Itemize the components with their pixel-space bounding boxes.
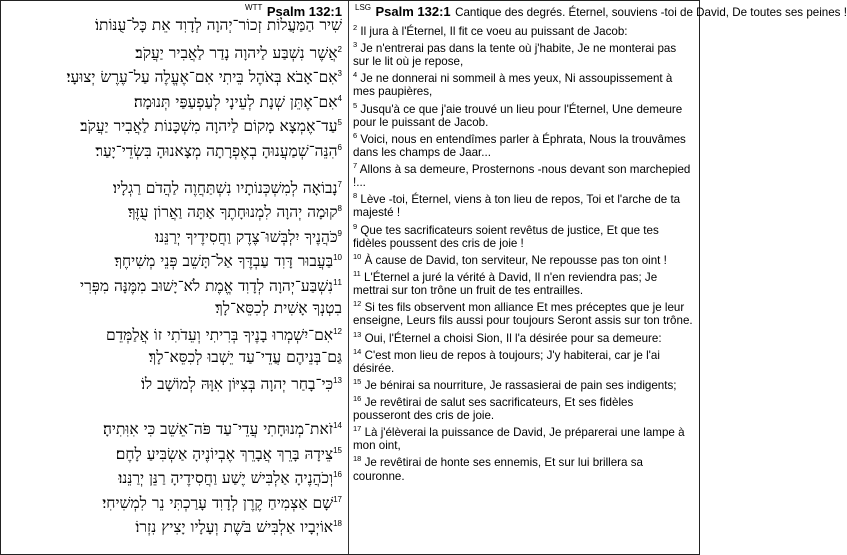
verse-number: 4 (353, 70, 358, 80)
hebrew-text-span: אִם־אֶתֵּן שְׁנָת לְעֵינָי לְעַפְעַפַּי תְּנוּמָה׃ (133, 92, 338, 111)
french-verse (353, 129, 693, 159)
hebrew-line (6, 296, 342, 321)
hebrew-line (6, 136, 342, 161)
verse-number: 6 (353, 130, 358, 140)
hebrew-text-span: אִם־אָבֹא בְּאֹהֶל בֵּיתִי אִם־אֶעֱלֶה עַל־עֶרֶשׂ יְצוּעָי׃ (66, 68, 338, 87)
verse-number: 3 (353, 40, 358, 50)
verse-number: 5 (337, 118, 342, 128)
hebrew-text-span: עַד־אֶמְצָא מָקוֹם לַיהוָה מִשְׁכָּנוֹת לַאֲבִיר יַעֲקֹב׃ (80, 117, 338, 136)
french-verse-text: L'Éternel a juré la vérité à David, Il n'en reviendra pas; Je mettrai sur ton trône un fruit de tes entrailles. (353, 270, 658, 298)
french-verse (353, 189, 693, 219)
french-verse-text: Si tes fils observent mon alliance Et mes préceptes que je leur enseigne, Leurs fils aussi pour toujours Seront assis sur ton trône. (353, 301, 693, 328)
french-verse (353, 38, 693, 68)
hebrew-text-span: אוֹיְבָיו אַלְבִּישׁ בֹּשֶׁת וְעָלָיו יָצִיץ נִזְרוֹ׃ (135, 518, 334, 537)
french-verse-text: Oui, l'Éternel a choisi Sion, Il l'a désirée pour sa demeure: (364, 331, 662, 345)
french-verse-1: Cantique des degrés. Éternel, souviens -toi de David, De toutes ses peines ! (455, 6, 847, 19)
french-verse (353, 21, 693, 38)
french-verse-text: Je ne donnerai ni sommeil à mes yeux, Ni assoupissement à mes paupières, (353, 72, 673, 99)
verse-number: 16 (353, 393, 362, 403)
french-verse-text: À cause de David, ton serviteur, Ne repousse pas ton oint ! (364, 253, 667, 267)
verse-number: 4 (337, 93, 342, 103)
verse-number: 15 (333, 445, 342, 455)
french-verse-text: Voici, nous en entendîmes parler à Éphrata, Nous la trouvâmes dans les champs de Jaar... (353, 132, 686, 159)
verse-number: 15 (353, 376, 362, 386)
verse-number: 5 (353, 100, 358, 110)
verse-number: 13 (353, 329, 362, 339)
verse-number: 17 (353, 424, 362, 434)
hebrew-line (6, 62, 342, 87)
verse-number: 13 (333, 376, 342, 386)
verse-number: 12 (333, 327, 342, 337)
french-verse-text: Allons à sa demeure, Prosternons -nous devant son marchepied !... (353, 162, 691, 190)
verse-number: 9 (337, 228, 342, 238)
french-verse (353, 375, 693, 392)
french-verse (353, 345, 693, 375)
hebrew-line (6, 512, 342, 537)
hebrew-text-span: וְכֹהֲנֶיהָ אַלְבִּישׁ יֶשַׁע וַחֲסִידֶיהָ רַנֵּן יְרַנֵּנוּ׃ (118, 469, 334, 488)
french-verse-text: Je revêtirai de salut ses sacrificateurs, Et ses fidèles pousseront des cris de joie. (353, 395, 634, 422)
french-verse (353, 68, 693, 98)
french-verse (353, 452, 693, 482)
verse-number: 7 (337, 179, 342, 189)
hebrew-line (6, 13, 342, 38)
hebrew-line (6, 369, 342, 394)
hebrew-text-span: בִטְנְךָ אָשִׁית לְכִסֵּא־לָךְ׃ (215, 298, 342, 317)
hebrew-line (6, 414, 342, 439)
hebrew-line (6, 345, 342, 370)
hebrew-text-span: שָׁם אַצְמִיחַ קֶרֶן לְדָוִד עָרַכְתִּי נֵר לִמְשִׁיחִי׃ (102, 493, 334, 512)
verse-number: 18 (333, 519, 342, 529)
verse-number: 8 (353, 191, 358, 201)
french-verse (353, 328, 693, 345)
french-verse (353, 392, 693, 422)
french-reference: Psalm 132:1 (375, 4, 451, 19)
french-verse (353, 297, 693, 327)
hebrew-text-span: קוּמָה יְהוָה לִמְנוּחָתֶךָ אַתָּה וַאֲרוֹן עֻזֶּךָ׃ (127, 203, 338, 222)
hebrew-line (6, 222, 342, 247)
hebrew-text-span: זֹאת־מְנוּחָתִי עֲדֵי־עַד פֹּה־אֵשֵׁב כִּי אִוִּתִיהָ׃ (102, 420, 334, 439)
verse-number: 3 (337, 69, 342, 79)
french-verse (353, 99, 693, 129)
hebrew-text (6, 13, 342, 537)
hebrew-text-span: אֲשֶׁר נִשְׁבַּע לַיהוָה נָדַר לַאֲבִיר יַעֲקֹב׃ (135, 43, 338, 62)
hebrew-reference: Psalm 132:1 (266, 4, 342, 19)
french-verse-text: Là j'élèverai la puissance de David, Je préparerai une lampe à mon oint, (353, 426, 685, 453)
verse-number: 17 (333, 494, 342, 504)
hebrew-line (6, 197, 342, 222)
verse-number: 8 (337, 204, 342, 214)
hebrew-version-tag: WTT (245, 3, 263, 12)
french-version-tag: LSG (355, 3, 372, 12)
french-verse-text: Jusqu'à ce que j'aie trouvé un lieu pour l'Éternel, Une demeure pour le puissant de Jacob. (353, 102, 683, 129)
french-header (355, 3, 847, 21)
hebrew-text-span: נָבוֹאָה לְמִשְׁכְּנוֹתָיו נִשְׁתַּחֲוֶה לַהֲדֹם רַגְלָיו׃ (112, 178, 338, 197)
hebrew-column (1, 1, 349, 554)
french-verse-text: Lève -toi, Éternel, viens à ton lieu de repos, Toi et l'arche de ta majesté ! (353, 193, 681, 220)
hebrew-text-span: שִׁיר הַמַּעֲלוֹת זְכוֹר־יְהוָה לְדָוִד אֵת כָּל־עֻנּוֹתוֹ׃ (95, 16, 342, 34)
hebrew-line (6, 320, 342, 345)
verse-number: 16 (333, 470, 342, 480)
verse-number: 2 (337, 44, 342, 54)
hebrew-line (6, 439, 342, 464)
hebrew-line (6, 246, 342, 271)
french-verse (353, 250, 693, 267)
verse-number: 7 (353, 161, 358, 171)
verse-number: 10 (333, 253, 342, 263)
hebrew-text-span: הִנֵּה־שְׁמַעֲנוּהָ בְאֶפְרָתָה מְצָאנוּהָ בִּשְׂדֵי־יָעַר׃ (95, 142, 338, 161)
french-verse (353, 422, 693, 452)
hebrew-text-span: נִשְׁבַּע־יְהוָה לְדָוִד אֱמֶת לֹא־יָשׁוּב מִמֶּנָּה מִפְּרִי (80, 277, 334, 296)
hebrew-line (6, 463, 342, 488)
french-verse-text: Il jura à l'Éternel, Il fit ce voeu au puissant de Jacob: (360, 24, 628, 38)
verse-number: 11 (353, 268, 361, 278)
french-verse (353, 220, 693, 250)
hebrew-text-span: בַּעֲבוּר דָּוִד עַבְדֶּךָ אַל־תָּשֵׁב פְּנֵי מְשִׁיחֶךָ׃ (114, 252, 334, 271)
french-verse-text: Je bénirai sa nourriture, Je rassasierai de pain ses indigents; (364, 378, 677, 392)
french-verse-text: C'est mon lieu de repos à toujours; J'y habiterai, car je l'ai désirée. (353, 348, 660, 375)
hebrew-line (6, 173, 342, 198)
verse-number: 14 (353, 346, 362, 356)
verse-number: 14 (333, 420, 342, 430)
hebrew-line (6, 38, 342, 63)
hebrew-text-span: אִם־יִשְׁמְרוּ בָנֶיךָ בְּרִיתִי וְעֵדֹתִי זוֹ אֲלַמְּדֵם (106, 326, 334, 345)
verse-number: 9 (353, 221, 358, 231)
french-verse-text: Je n'entrerai pas dans la tente où j'habite, Je ne monterai pas sur le lit où je repose, (353, 41, 677, 69)
hebrew-line (6, 111, 342, 136)
french-verse (353, 159, 693, 189)
french-verse (353, 267, 693, 297)
verse-number: 11 (333, 277, 342, 287)
hebrew-text-span: צֵידָהּ בָּרֵךְ אֲבָרֵךְ אֶבְיוֹנֶיהָ אַשְׂבִּיעַ לָחֶם׃ (115, 444, 334, 463)
hebrew-text-span: גַּם־בְּנֵיהֶם עֲדֵי־עַד יֵשְׁבוּ לְכִסֵּא־לָךְ׃ (148, 347, 342, 366)
hebrew-line (6, 488, 342, 513)
hebrew-text-span: כִּי־בָחַר יְהוָה בְּצִיּוֹן אִוָּהּ לְמוֹשָׁב לוֹ׃ (140, 375, 334, 394)
french-column (349, 1, 847, 554)
french-verse-text: Je revêtirai de honte ses ennemis, Et sur lui brillera sa couronne. (353, 456, 643, 483)
verse-number: 2 (353, 23, 358, 32)
verse-number: 18 (353, 454, 362, 464)
hebrew-line (6, 87, 342, 112)
french-text (353, 21, 693, 483)
verse-number: 12 (353, 299, 362, 309)
french-verse-text: Que tes sacrificateurs soient revêtus de justice, Et que tes fidèles poussent des cris de joie ! (353, 223, 659, 250)
hebrew-text-span: כֹּהֲנֶיךָ יִלְבְּשׁוּ־צֶדֶק וַחֲסִידֶיךָ יְרַנֵּנוּ׃ (155, 227, 338, 246)
verse-number: 6 (337, 142, 342, 152)
verse-number: 10 (353, 251, 362, 261)
hebrew-line (6, 271, 342, 296)
